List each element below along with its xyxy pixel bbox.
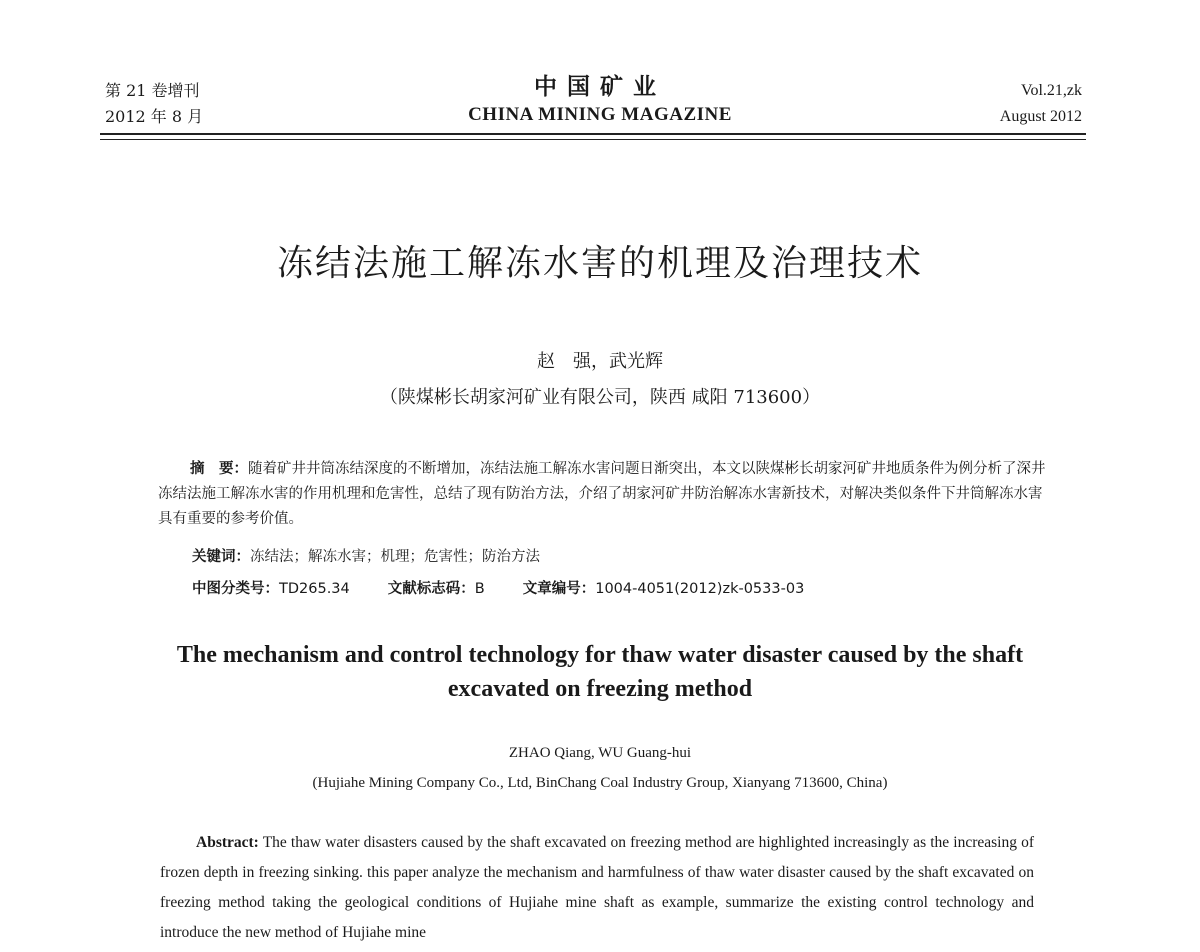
date-cn: 2012 年 8 月 [105,107,204,126]
doc-code-value: B [474,581,485,597]
affiliation-cn: （陕煤彬长胡家河矿业有限公司，陕西 咸阳 713600） [379,387,821,408]
volume-cn: 第 21 卷增刊 [105,81,200,100]
abstract-text-cn: 随着矿井井筒冻结深度的不断增加，冻结法施工解冻水害问题日渐突出，本文以陕煤彬长胡家河矿井地质条件为例分析了深井冻结法施工解冻水害的作用机理和危害性，总结了现有防治方法，介绍了胡家河矿井防治解冻水害新技术，对解决类似条件下井筒解冻水害具有重要的参考价值。 [158,461,1046,527]
article-no-value: 1004-4051(2012)zk-0533-03 [595,581,805,597]
affiliation-en: (Hujiahe Mining Company Co., Ltd, BinChang Coal Industry Group, Xianyang 713600, China) [312,775,888,791]
paper-title-en: The mechanism and control technology for thaw water disaster caused by the shaft excavated on freezing method [176,642,1024,702]
abstract-text-en: The thaw water disasters caused by the shaft excavated on freezing method are highlighted increasingly as the increasing of frozen depth in freezing sinking. this paper analyze the mechanism and harmfulness of thaw water disaster caused by the shaft excavated on freezing method taking the geological conditions of Hujiahe mine shaft as example, summarize the existing control technology and introduce the new method of Hujiahe mine [160,834,1034,941]
classification-line [192,577,804,601]
doc-code-label: 文献标志码： [387,581,475,597]
paper-title-cn: 冻结法施工解冻水害的机理及治理技术 [276,243,923,284]
header-left [105,78,203,130]
abstract-label-cn: 摘 要： [190,461,248,477]
clc-value: TD265.34 [279,581,350,597]
date-en: August 2012 [999,108,1082,125]
article-no-label: 文章编号： [522,581,596,597]
volume-en: Vol.21,zk [1020,82,1082,99]
header-rule-thick [100,133,1086,135]
keywords-text-cn: 冻结法；解冻水害；机理；危害性；防治方法 [250,549,540,565]
journal-masthead [400,72,800,128]
keywords-cn [192,545,540,569]
authors-cn: 赵 强，武光辉 [537,351,663,372]
abstract-cn [158,457,1048,532]
abstract-label-en: Abstract: [196,834,259,851]
header-right [1000,78,1082,130]
journal-name-cn: 中国矿业 [534,73,666,100]
keywords-label-cn: 关键词： [192,549,250,565]
clc-label: 中图分类号： [192,581,279,597]
authors-en: ZHAO Qiang, WU Guang-hui [508,745,692,761]
abstract-en [160,828,1034,948]
header-rule-thin [100,139,1086,140]
journal-name-en: CHINA MINING MAGAZINE [468,104,732,125]
